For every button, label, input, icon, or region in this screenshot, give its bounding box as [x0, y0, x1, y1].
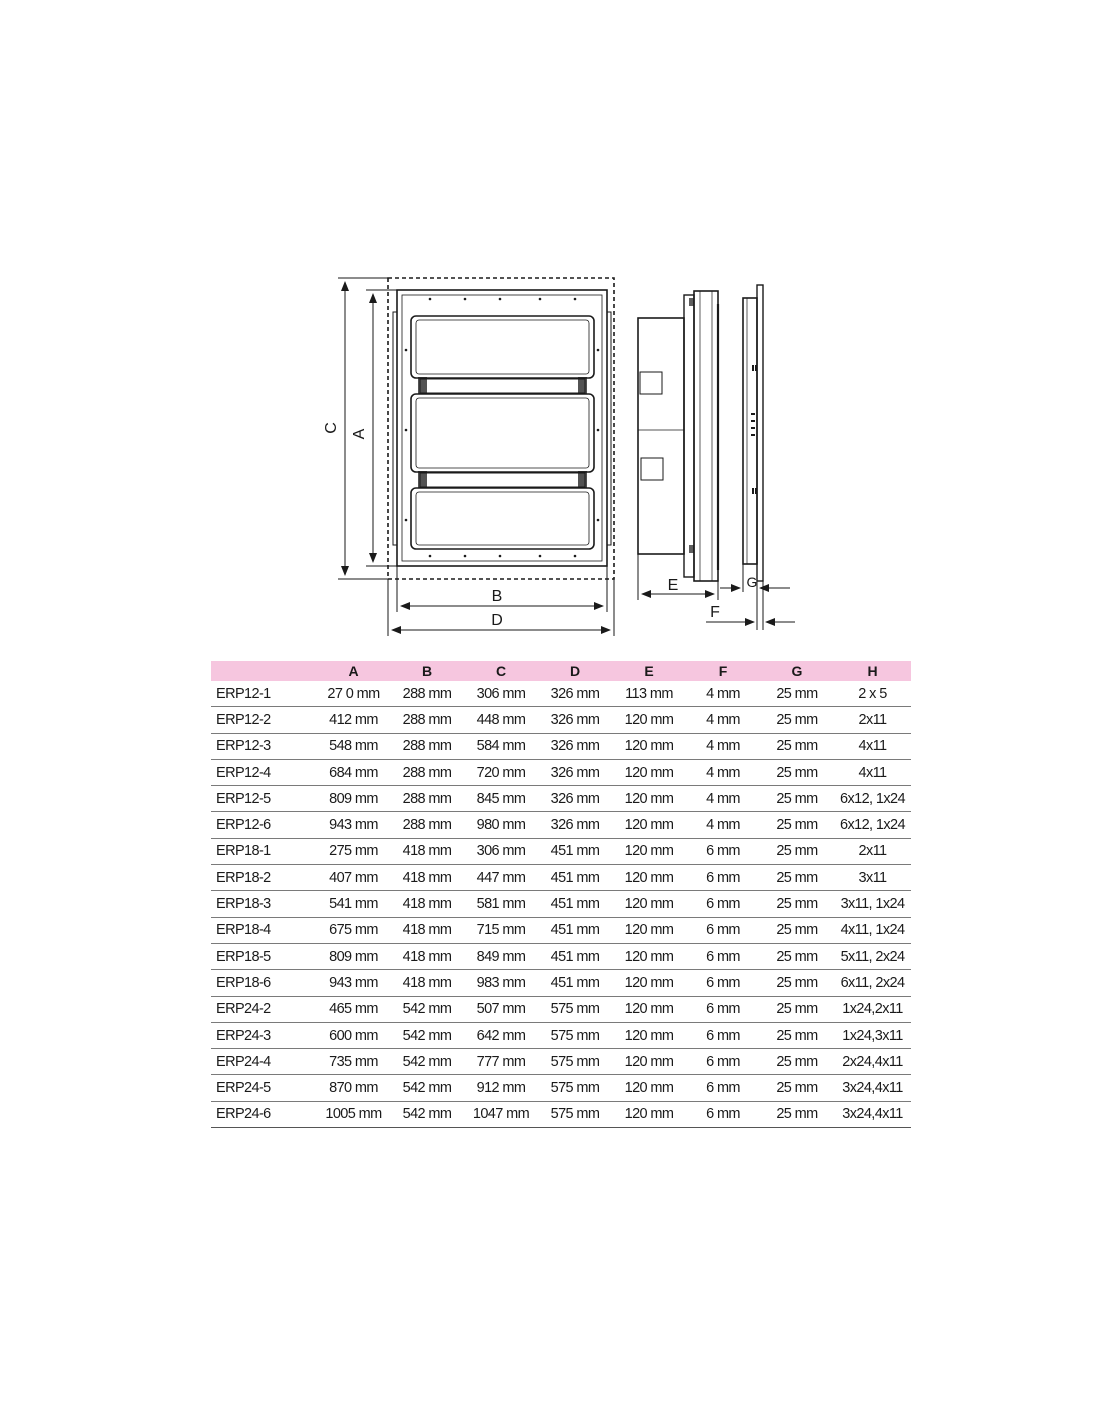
cell-b: 542 mm: [390, 1101, 464, 1127]
cell-b: 542 mm: [390, 1049, 464, 1075]
cell-g: 25 mm: [760, 759, 834, 785]
header-d: D: [538, 661, 612, 681]
cell-g: 25 mm: [760, 943, 834, 969]
cell-b: 542 mm: [390, 1022, 464, 1048]
cell-d: 451 mm: [538, 865, 612, 891]
cell-c: 584 mm: [464, 733, 538, 759]
cell-g: 25 mm: [760, 733, 834, 759]
cell-c: 447 mm: [464, 865, 538, 891]
dimension-a: [366, 290, 397, 566]
cell-d: 575 mm: [538, 1022, 612, 1048]
cell-e: 120 mm: [612, 707, 686, 733]
table-row: [211, 786, 911, 812]
cell-f: 4 mm: [686, 786, 760, 812]
cell-g: 25 mm: [760, 1075, 834, 1101]
cell-e: 120 mm: [612, 891, 686, 917]
table-row: [211, 1101, 911, 1127]
cell-h: 1x24,3x11: [834, 1022, 911, 1048]
cell-b: 418 mm: [390, 891, 464, 917]
cell-e: 120 mm: [612, 865, 686, 891]
cell-model: ERP24-4: [211, 1049, 317, 1075]
cell-h: 2x11: [834, 838, 911, 864]
cell-a: 684 mm: [317, 759, 390, 785]
cell-h: 4x11, 1x24: [834, 917, 911, 943]
cell-e: 113 mm: [612, 681, 686, 707]
cell-c: 777 mm: [464, 1049, 538, 1075]
cell-f: 6 mm: [686, 1075, 760, 1101]
cell-c: 983 mm: [464, 970, 538, 996]
cell-b: 418 mm: [390, 865, 464, 891]
cell-b: 288 mm: [390, 759, 464, 785]
header-f: F: [686, 661, 760, 681]
cell-d: 326 mm: [538, 812, 612, 838]
cell-model: ERP12-6: [211, 812, 317, 838]
cell-d: 326 mm: [538, 759, 612, 785]
cell-g: 25 mm: [760, 707, 834, 733]
cell-model: ERP12-3: [211, 733, 317, 759]
cell-d: 575 mm: [538, 1101, 612, 1127]
cell-f: 6 mm: [686, 996, 760, 1022]
cell-d: 575 mm: [538, 996, 612, 1022]
cover-side-view: [743, 285, 763, 581]
table-row: [211, 1022, 911, 1048]
cell-h: 1x24,2x11: [834, 996, 911, 1022]
cell-model: ERP18-1: [211, 838, 317, 864]
cell-e: 120 mm: [612, 733, 686, 759]
cell-b: 418 mm: [390, 970, 464, 996]
cell-b: 288 mm: [390, 707, 464, 733]
cell-b: 418 mm: [390, 917, 464, 943]
header-model: [211, 661, 317, 681]
cell-d: 326 mm: [538, 733, 612, 759]
table-row: [211, 996, 911, 1022]
cell-e: 120 mm: [612, 1022, 686, 1048]
table-row: [211, 865, 911, 891]
cell-model: ERP18-4: [211, 917, 317, 943]
cell-a: 809 mm: [317, 786, 390, 812]
cell-a: 541 mm: [317, 891, 390, 917]
cell-f: 4 mm: [686, 681, 760, 707]
table-header-row: [211, 661, 911, 681]
cell-model: ERP12-5: [211, 786, 317, 812]
cell-c: 581 mm: [464, 891, 538, 917]
cell-c: 306 mm: [464, 681, 538, 707]
outer-frame-dashed: [388, 278, 614, 579]
cell-a: 407 mm: [317, 865, 390, 891]
cell-model: ERP24-3: [211, 1022, 317, 1048]
table-row: [211, 943, 911, 969]
cell-d: 451 mm: [538, 917, 612, 943]
cell-e: 120 mm: [612, 812, 686, 838]
cell-b: 418 mm: [390, 943, 464, 969]
cell-model: ERP18-6: [211, 970, 317, 996]
table-row: [211, 1049, 911, 1075]
cell-f: 4 mm: [686, 812, 760, 838]
header-e: E: [612, 661, 686, 681]
dimensions-table: [211, 661, 911, 1128]
cell-g: 25 mm: [760, 970, 834, 996]
cell-e: 120 mm: [612, 970, 686, 996]
cell-h: 3x11, 1x24: [834, 891, 911, 917]
cell-e: 120 mm: [612, 1075, 686, 1101]
box-body: [397, 290, 607, 566]
table-row: [211, 733, 911, 759]
label-b: B: [491, 588, 503, 605]
cell-g: 25 mm: [760, 1022, 834, 1048]
cell-e: 120 mm: [612, 759, 686, 785]
header-h: H: [834, 661, 911, 681]
cell-c: 642 mm: [464, 1022, 538, 1048]
cell-g: 25 mm: [760, 786, 834, 812]
cell-h: 2x11: [834, 707, 911, 733]
cell-d: 451 mm: [538, 970, 612, 996]
cell-h: 6x11, 2x24: [834, 970, 911, 996]
dimension-c: [338, 278, 388, 579]
cell-a: 1005 mm: [317, 1101, 390, 1127]
cell-g: 25 mm: [760, 891, 834, 917]
label-g: G: [746, 574, 758, 590]
cell-c: 912 mm: [464, 1075, 538, 1101]
cell-h: 4x11: [834, 733, 911, 759]
cell-c: 849 mm: [464, 943, 538, 969]
cell-h: 4x11: [834, 759, 911, 785]
cell-b: 288 mm: [390, 786, 464, 812]
cell-f: 6 mm: [686, 970, 760, 996]
cell-f: 4 mm: [686, 733, 760, 759]
cell-d: 451 mm: [538, 838, 612, 864]
table-row: [211, 812, 911, 838]
cell-c: 715 mm: [464, 917, 538, 943]
cell-g: 25 mm: [760, 917, 834, 943]
cell-f: 4 mm: [686, 707, 760, 733]
cell-h: 6x12, 1x24: [834, 786, 911, 812]
table-row: [211, 891, 911, 917]
cell-c: 306 mm: [464, 838, 538, 864]
cell-d: 575 mm: [538, 1075, 612, 1101]
label-d: D: [491, 612, 503, 629]
cell-f: 6 mm: [686, 917, 760, 943]
cell-g: 25 mm: [760, 1101, 834, 1127]
cell-f: 6 mm: [686, 1022, 760, 1048]
cell-e: 120 mm: [612, 917, 686, 943]
cell-a: 943 mm: [317, 970, 390, 996]
rail-panel-1: [411, 316, 594, 378]
cell-g: 25 mm: [760, 812, 834, 838]
cell-f: 6 mm: [686, 865, 760, 891]
rail-panel-3: [411, 488, 594, 549]
cell-h: 2x24,4x11: [834, 1049, 911, 1075]
front-view: [388, 278, 614, 579]
cell-d: 326 mm: [538, 786, 612, 812]
cell-model: ERP12-4: [211, 759, 317, 785]
cell-b: 542 mm: [390, 996, 464, 1022]
table-row: [211, 1075, 911, 1101]
label-e: E: [667, 577, 679, 594]
side-view: [638, 291, 718, 581]
table-row: [211, 917, 911, 943]
table-row: [211, 707, 911, 733]
cell-h: 3x24,4x11: [834, 1075, 911, 1101]
cell-b: 418 mm: [390, 838, 464, 864]
cell-d: 575 mm: [538, 1049, 612, 1075]
cell-a: 735 mm: [317, 1049, 390, 1075]
cell-g: 25 mm: [760, 1049, 834, 1075]
cell-e: 120 mm: [612, 838, 686, 864]
cell-f: 6 mm: [686, 838, 760, 864]
cell-f: 6 mm: [686, 1049, 760, 1075]
cell-d: 326 mm: [538, 681, 612, 707]
cell-c: 720 mm: [464, 759, 538, 785]
cell-h: 6x12, 1x24: [834, 812, 911, 838]
table-row: [211, 970, 911, 996]
cell-e: 120 mm: [612, 996, 686, 1022]
label-c: C: [323, 422, 340, 434]
cell-d: 451 mm: [538, 891, 612, 917]
cell-f: 6 mm: [686, 891, 760, 917]
rail-panel-2: [411, 394, 594, 472]
cell-a: 465 mm: [317, 996, 390, 1022]
header-a: A: [317, 661, 390, 681]
cell-h: 3x11: [834, 865, 911, 891]
header-g: G: [760, 661, 834, 681]
cell-e: 120 mm: [612, 1049, 686, 1075]
cell-b: 542 mm: [390, 1075, 464, 1101]
cell-h: 3x24,4x11: [834, 1101, 911, 1127]
cell-a: 548 mm: [317, 733, 390, 759]
label-a: A: [351, 428, 368, 440]
cell-c: 1047 mm: [464, 1101, 538, 1127]
cell-a: 809 mm: [317, 943, 390, 969]
cell-b: 288 mm: [390, 733, 464, 759]
cell-model: ERP12-1: [211, 681, 317, 707]
cell-model: ERP24-5: [211, 1075, 317, 1101]
cell-g: 25 mm: [760, 865, 834, 891]
cell-e: 120 mm: [612, 786, 686, 812]
cell-d: 451 mm: [538, 943, 612, 969]
cell-b: 288 mm: [390, 681, 464, 707]
header-c: C: [464, 661, 538, 681]
cell-f: 6 mm: [686, 1101, 760, 1127]
cell-a: 870 mm: [317, 1075, 390, 1101]
cell-c: 980 mm: [464, 812, 538, 838]
cell-e: 120 mm: [612, 1101, 686, 1127]
cell-g: 25 mm: [760, 996, 834, 1022]
cell-model: ERP24-6: [211, 1101, 317, 1127]
cell-c: 448 mm: [464, 707, 538, 733]
label-f: F: [710, 604, 720, 621]
cell-f: 6 mm: [686, 943, 760, 969]
cell-g: 25 mm: [760, 838, 834, 864]
cell-model: ERP12-2: [211, 707, 317, 733]
table-row: [211, 681, 911, 707]
cell-b: 288 mm: [390, 812, 464, 838]
technical-drawing: [0, 0, 1100, 660]
cell-c: 845 mm: [464, 786, 538, 812]
cell-g: 25 mm: [760, 681, 834, 707]
table-row: [211, 838, 911, 864]
cell-a: 600 mm: [317, 1022, 390, 1048]
cell-e: 120 mm: [612, 943, 686, 969]
cell-model: ERP18-5: [211, 943, 317, 969]
cell-h: 5x11, 2x24: [834, 943, 911, 969]
cell-h: 2 x 5: [834, 681, 911, 707]
cell-c: 507 mm: [464, 996, 538, 1022]
cell-a: 675 mm: [317, 917, 390, 943]
cell-a: 943 mm: [317, 812, 390, 838]
cell-a: 27 0 mm: [317, 681, 390, 707]
cell-model: ERP18-2: [211, 865, 317, 891]
cell-model: ERP24-2: [211, 996, 317, 1022]
header-b: B: [390, 661, 464, 681]
cell-model: ERP18-3: [211, 891, 317, 917]
cell-a: 412 mm: [317, 707, 390, 733]
cell-f: 4 mm: [686, 759, 760, 785]
cell-d: 326 mm: [538, 707, 612, 733]
table-row: [211, 759, 911, 785]
cell-a: 275 mm: [317, 838, 390, 864]
